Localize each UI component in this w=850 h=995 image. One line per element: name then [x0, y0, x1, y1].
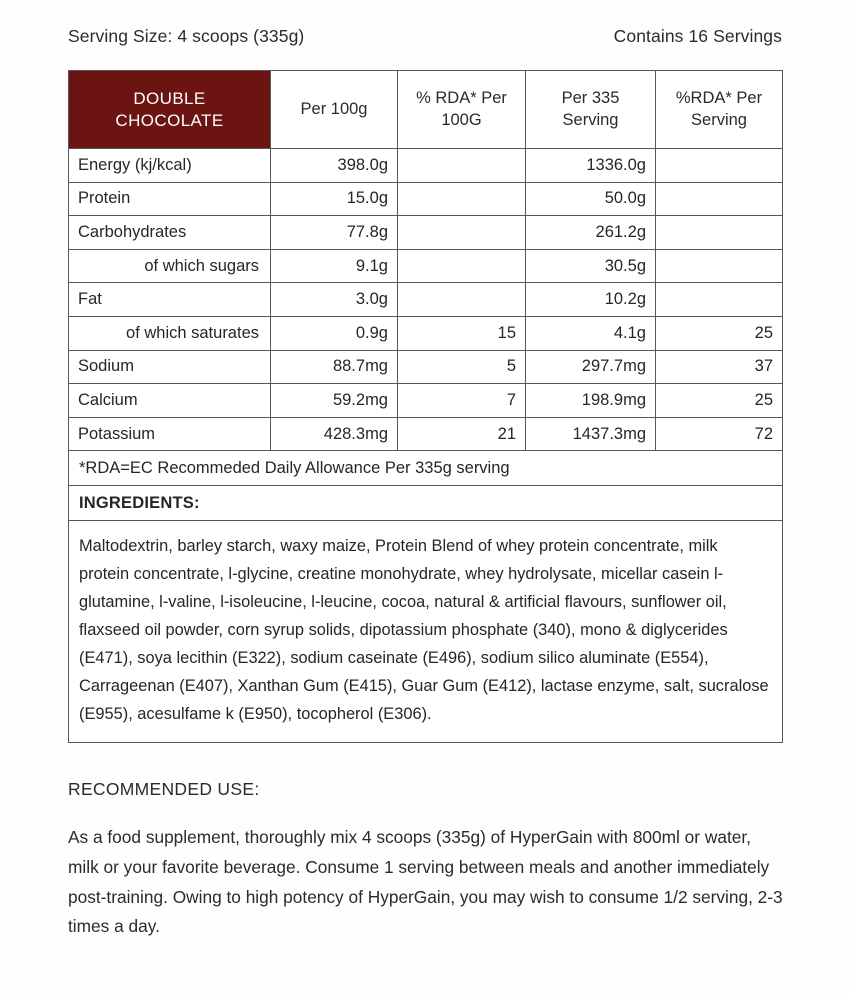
nutrient-value-per-serving: 1336.0g [526, 149, 656, 183]
nutrient-value-per-100g: 3.0g [271, 283, 398, 317]
nutrient-value-per-100g: 428.3mg [271, 417, 398, 451]
table-row [69, 216, 783, 250]
column-header-per-100g [271, 71, 398, 149]
table-footer-body [69, 451, 783, 742]
table-row [69, 182, 783, 216]
table-row [69, 384, 783, 418]
brand-line-1: DOUBLE [133, 88, 206, 108]
table-header [69, 71, 783, 149]
brand-line-2: CHOCOLATE [115, 110, 224, 130]
nutrient-rda-per-100g [398, 149, 526, 183]
servings-per-container-text: Contains 16 Servings [613, 26, 782, 46]
column-header-rda-per-100g-line-2: 100G [441, 110, 482, 129]
nutrient-rda-per-100g: 5 [398, 350, 526, 384]
nutrient-rda-per-serving [656, 182, 783, 216]
ingredients-heading-text: INGREDIENTS: [69, 486, 783, 521]
nutrition-facts-table [68, 70, 783, 743]
nutrient-value-per-100g: 59.2mg [271, 384, 398, 418]
serving-info-line [68, 26, 782, 47]
nutrient-rda-per-serving [656, 283, 783, 317]
column-header-rda-per-100g-line-1: % RDA* Per [416, 89, 507, 108]
nutrient-rda-per-serving: 72 [656, 417, 783, 451]
recommended-use-heading: RECOMMENDED USE: [68, 779, 260, 799]
nutrient-value-per-serving: 261.2g [526, 216, 656, 250]
nutrient-value-per-serving: 4.1g [526, 316, 656, 350]
nutrient-rda-per-100g [398, 249, 526, 283]
nutrient-value-per-serving: 30.5g [526, 249, 656, 283]
column-header-rda-per-100g [398, 71, 526, 149]
nutrient-rda-per-serving: 25 [656, 384, 783, 418]
nutrient-rda-per-serving [656, 149, 783, 183]
table-row [69, 149, 783, 183]
table-row [69, 417, 783, 451]
nutrient-label: Protein [69, 182, 271, 216]
table-row [69, 316, 783, 350]
table-row [69, 350, 783, 384]
nutrient-rda-per-100g: 7 [398, 384, 526, 418]
nutrient-rda-per-serving [656, 249, 783, 283]
nutrient-rda-per-serving [656, 216, 783, 250]
table-header-row [69, 71, 783, 149]
nutrient-rda-per-100g: 21 [398, 417, 526, 451]
nutrient-value-per-serving: 1437.3mg [526, 417, 656, 451]
rda-note-text: *RDA=EC Recommeded Daily Allowance Per 335g serving [69, 451, 783, 486]
nutrient-value-per-serving: 297.7mg [526, 350, 656, 384]
recommended-use-body: As a food supplement, thoroughly mix 4 scoops (335g) of HyperGain with 800ml or water, milk or your favorite beverage. Consume 1 serving between meals and another immediately post-training. Owing to high potency of HyperGain, you may wish to consume 1/2 serving, 2-3 times a day. [68, 827, 783, 937]
column-header-per-335-serving-line-1: Per 335 [561, 89, 620, 108]
nutrient-value-per-100g: 9.1g [271, 249, 398, 283]
column-header-per-100g-line-1: Per 100g [300, 99, 368, 118]
column-header-per-335-serving [526, 71, 656, 149]
nutrient-label: of which saturates [69, 316, 271, 350]
nutrient-label: Energy (kj/kcal) [69, 149, 271, 183]
nutrient-value-per-100g: 77.8g [271, 216, 398, 250]
nutrient-label: Sodium [69, 350, 271, 384]
nutrient-rda-per-100g [398, 283, 526, 317]
ingredients-list-text: Maltodextrin, barley starch, waxy maize, Protein Blend of whey protein concentrate, milk protein concentrate, l-glycine, creatine monohydrate, whey hydrolysate, micellar casein l-glutamine, l-valine, l-isoleucine, l-leucine, cocoa, natural & artificial flavours, sunflower oil, flaxseed oil powder, corn syrup solids, dipotassium phosphate (340), mono & diglycerides (E471), soya lecithin (E322), sodium caseinate (E496), sodium silico aluminate (E554), Carrageenan (E407), Xanthan Gum (E415), Guar Gum (E412), lactase enzyme, salt, sucralose (E955), acesulfame k (E950), tocopherol (E306). [69, 521, 783, 742]
nutrient-value-per-100g: 0.9g [271, 316, 398, 350]
column-header-rda-per-serving-line-1: %RDA* Per [675, 89, 763, 108]
nutrient-rda-per-100g [398, 216, 526, 250]
brand-flavour-cell [69, 71, 271, 149]
nutrient-label: Carbohydrates [69, 216, 271, 250]
nutrient-rda-per-100g [398, 182, 526, 216]
nutrient-rda-per-100g: 15 [398, 316, 526, 350]
serving-size-text: Serving Size: 4 scoops (335g) [68, 26, 305, 46]
table-body [69, 149, 783, 451]
nutrient-value-per-serving: 198.9mg [526, 384, 656, 418]
ingredients-body-row [69, 521, 783, 742]
nutrient-value-per-100g: 15.0g [271, 182, 398, 216]
rda-note-row [69, 451, 783, 486]
nutrient-value-per-100g: 398.0g [271, 149, 398, 183]
column-header-rda-per-serving [656, 71, 783, 149]
nutrient-rda-per-serving: 37 [656, 350, 783, 384]
nutrient-value-per-100g: 88.7mg [271, 350, 398, 384]
ingredients-heading-row [69, 486, 783, 521]
nutrient-value-per-serving: 50.0g [526, 182, 656, 216]
nutrient-label: Fat [69, 283, 271, 317]
column-header-per-335-serving-line-2: Serving [562, 110, 619, 129]
nutrient-label: of which sugars [69, 249, 271, 283]
column-header-rda-per-serving-line-2: Serving [691, 110, 747, 129]
nutrient-label: Calcium [69, 384, 271, 418]
table-row [69, 283, 783, 317]
nutrient-value-per-serving: 10.2g [526, 283, 656, 317]
nutrient-label: Potassium [69, 417, 271, 451]
nutrient-rda-per-serving: 25 [656, 316, 783, 350]
table-row [69, 249, 783, 283]
